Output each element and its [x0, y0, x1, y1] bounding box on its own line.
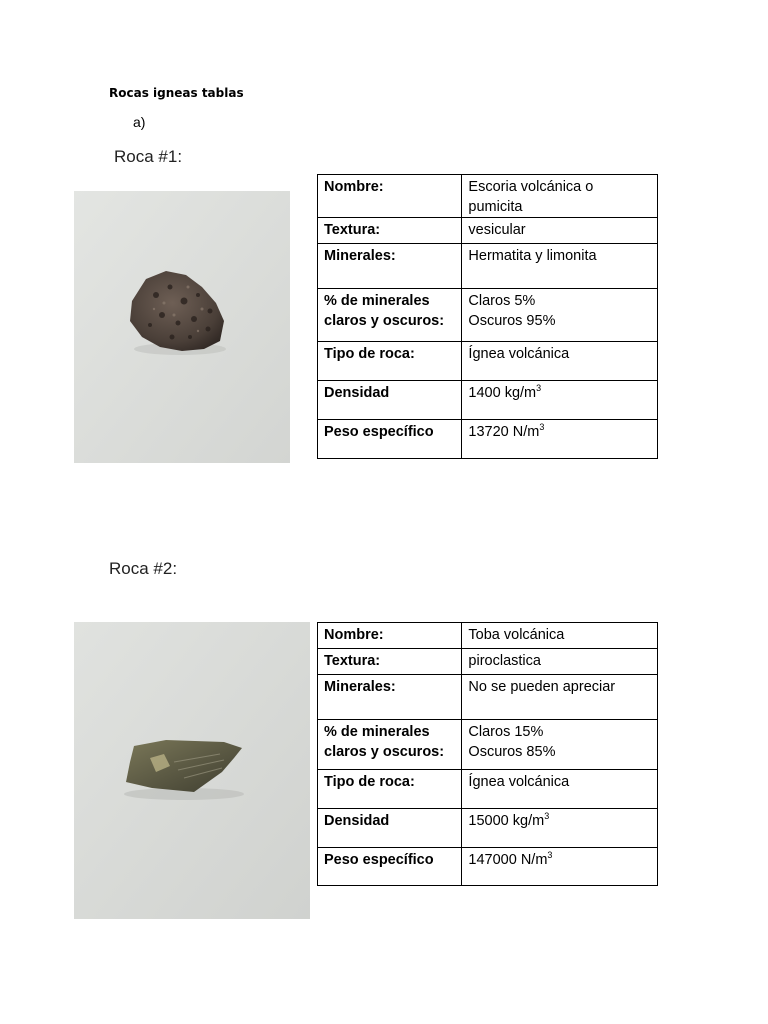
table-row — [318, 675, 658, 720]
table-row — [318, 649, 658, 675]
table-row — [318, 770, 658, 809]
row-label: Densidad — [318, 381, 462, 420]
rock-1-photo — [74, 191, 290, 463]
row-value: piroclastica — [462, 649, 658, 675]
row-value: Ígnea volcánica — [462, 342, 658, 381]
row-value: 1400 $kg/m^3$ — [462, 381, 658, 420]
rock-2-photo — [74, 622, 310, 919]
row-label: Tipo de roca: — [318, 770, 462, 809]
row-label: Peso específico — [318, 848, 462, 886]
row-value: Toba volcánica — [462, 623, 658, 649]
rock-2-heading: Roca #2: — [109, 559, 178, 578]
document-title: Rocas igneas tablas — [109, 86, 244, 100]
list-marker: a) — [133, 114, 146, 130]
row-label: Tipo de roca: — [318, 342, 462, 381]
rock-2-properties-table — [317, 622, 658, 886]
table-row — [318, 342, 658, 381]
row-value: 147000 $N/m^3$ — [462, 848, 658, 886]
rock-1-properties-table — [317, 174, 658, 459]
row-label: Minerales: — [318, 244, 462, 289]
table-row — [318, 420, 658, 459]
table-row — [318, 623, 658, 649]
table-row — [318, 720, 658, 770]
row-value: Hermatita y limonita — [462, 244, 658, 289]
table-row — [318, 244, 658, 289]
table-row — [318, 848, 658, 886]
table-row — [318, 381, 658, 420]
table-row — [318, 809, 658, 848]
table-row — [318, 175, 658, 218]
row-label: Minerales: — [318, 675, 462, 720]
row-label: % de minerales claros y oscuros: — [318, 720, 462, 770]
row-label: Textura: — [318, 218, 462, 244]
row-value: Ígnea volcánica — [462, 770, 658, 809]
row-value: 13720 $N/m^3$ — [462, 420, 658, 459]
row-label: % de minerales claros y oscuros: — [318, 289, 462, 342]
row-label: Densidad — [318, 809, 462, 848]
row-value: Claros 5% Oscuros 95% — [462, 289, 658, 342]
row-label: Nombre: — [318, 623, 462, 649]
row-value: No se pueden apreciar — [462, 675, 658, 720]
row-value: Claros 15% Oscuros 85% — [462, 720, 658, 770]
row-label: Textura: — [318, 649, 462, 675]
table-row — [318, 289, 658, 342]
row-label: Peso específico — [318, 420, 462, 459]
row-value: vesicular — [462, 218, 658, 244]
row-label: Nombre: — [318, 175, 462, 218]
rock-1-heading: Roca #1: — [114, 147, 183, 166]
row-value: 15000 $kg/m^3$ — [462, 809, 658, 848]
table-row — [318, 218, 658, 244]
row-value: Escoria volcánica o pumicita — [462, 175, 658, 218]
